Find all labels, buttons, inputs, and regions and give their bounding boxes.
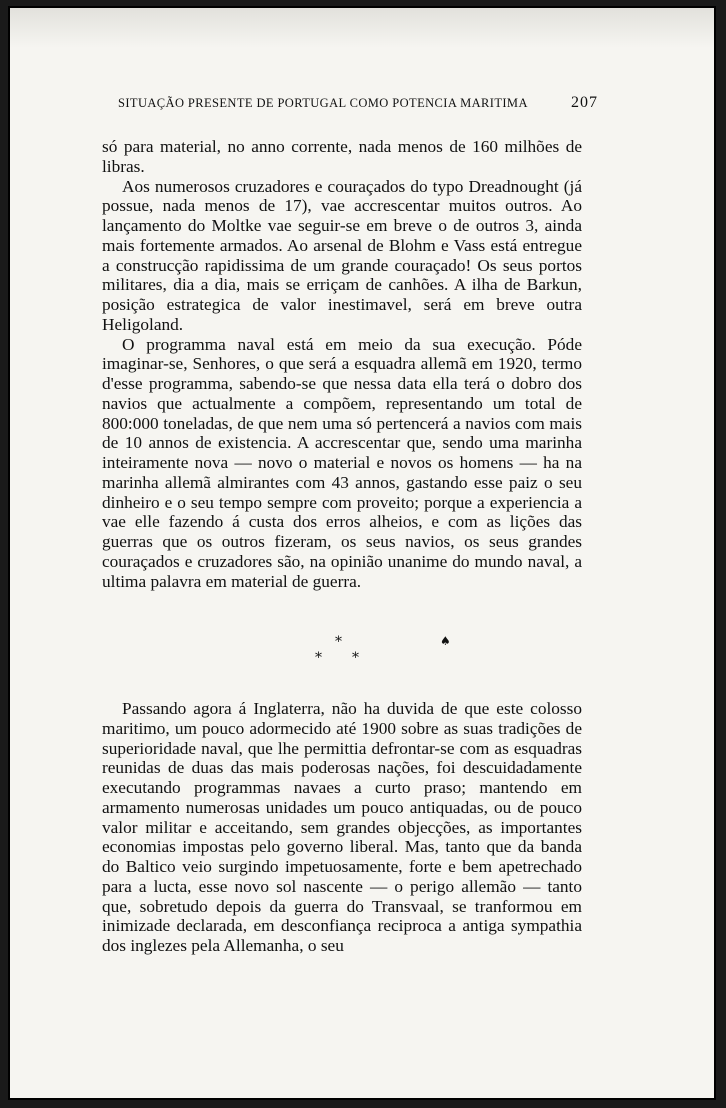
separator-star: * [335,634,342,650]
printer-mark: ♠ [440,634,451,648]
section-separator [10,634,714,674]
paragraph-naval-programme: O programma naval está em meio da sua execução. Póde imaginar-se, Senhores, o que será a esquadra allemã em 1920, termo d'esse programma, sabendo-se que nessa data ella terá o dobro dos navios que actualmente a compõem, representando um total de 800:000 toneladas, de que nem uma só pertencerá a navios com mais de 10 annos de existencia. A accrescentar que, sendo uma marinha inteiramente nova — novo o material e novos os homens — ha na marinha allemã almirantes com 43 annos, gastando esse paiz o seu dinheiro e o seu tempo sempre com proveito; porque a experiencia a vae elle fazendo á custa dos erros alheios, e com as lições das guerras que os outros fizeram, os seus navios, os seus grandes couraçados e cruzadores são, na opinião unanime do mundo naval, a ultima palavra em material de guerra. [102,334,582,591]
paragraph-england: Passando agora á Inglaterra, não ha duvida de que este colosso maritimo, um pouco adormecido até 1900 sobre as suas tradições de superioridade naval, que lhe permittia defrontar-se com as esquadras reunidas de duas das mais poderosas nações, foi descuidadamente executando programmas navaes a curto praso; mantendo em armamento numerosas unidades um pouco antiquadas, ou de pouco valor militar e acceitando, sem grandes objecções, as importantes economias impostas pelo governo liberal. Mas, tanto que da banda do Baltico veio surgindo impetuosamente, forte e bem apetrechado para a lucta, esse novo sol nascente — o perigo allemão — tanto que, sobretudo depois da guerra do Transvaal, se tranformou em inimizade declarada, em desconfiança reciproca a antiga sympathia dos inglezes pela Allemanha, o seu [102,699,582,955]
book-page [8,6,716,1100]
running-header [118,94,598,112]
paragraph-continuation: só para material, no anno corrente, nada menos de 160 milhões de libras. [102,137,582,176]
text-block-germany [102,137,582,591]
separator-star: * [315,650,322,666]
page-number: 207 [571,94,598,111]
scan-shadow [10,8,714,48]
separator-star: * [352,650,359,666]
paragraph-cruisers: Aos numerosos cruzadores e couraçados do typo Dreadnought (já possue, nada menos de 17), vae accrescentar muitos outros. Ao lançamento do Moltke vae seguir-se em breve o de outros 3, ainda mais fortemente armados. Ao arsenal de Blohm e Vass está entregue a construcção rapidissima de um grande couraçado! Os seus portos militares, dia a dia, mais se erriçam de canhões. A ilha de Barkun, posição estrategica de valor inestimavel, será em breve outra Heligoland. [102,176,582,334]
text-block-england [102,699,582,956]
running-title: SITUAÇÃO PRESENTE DE PORTUGAL COMO POTENCIA MARITIMA [118,96,528,110]
